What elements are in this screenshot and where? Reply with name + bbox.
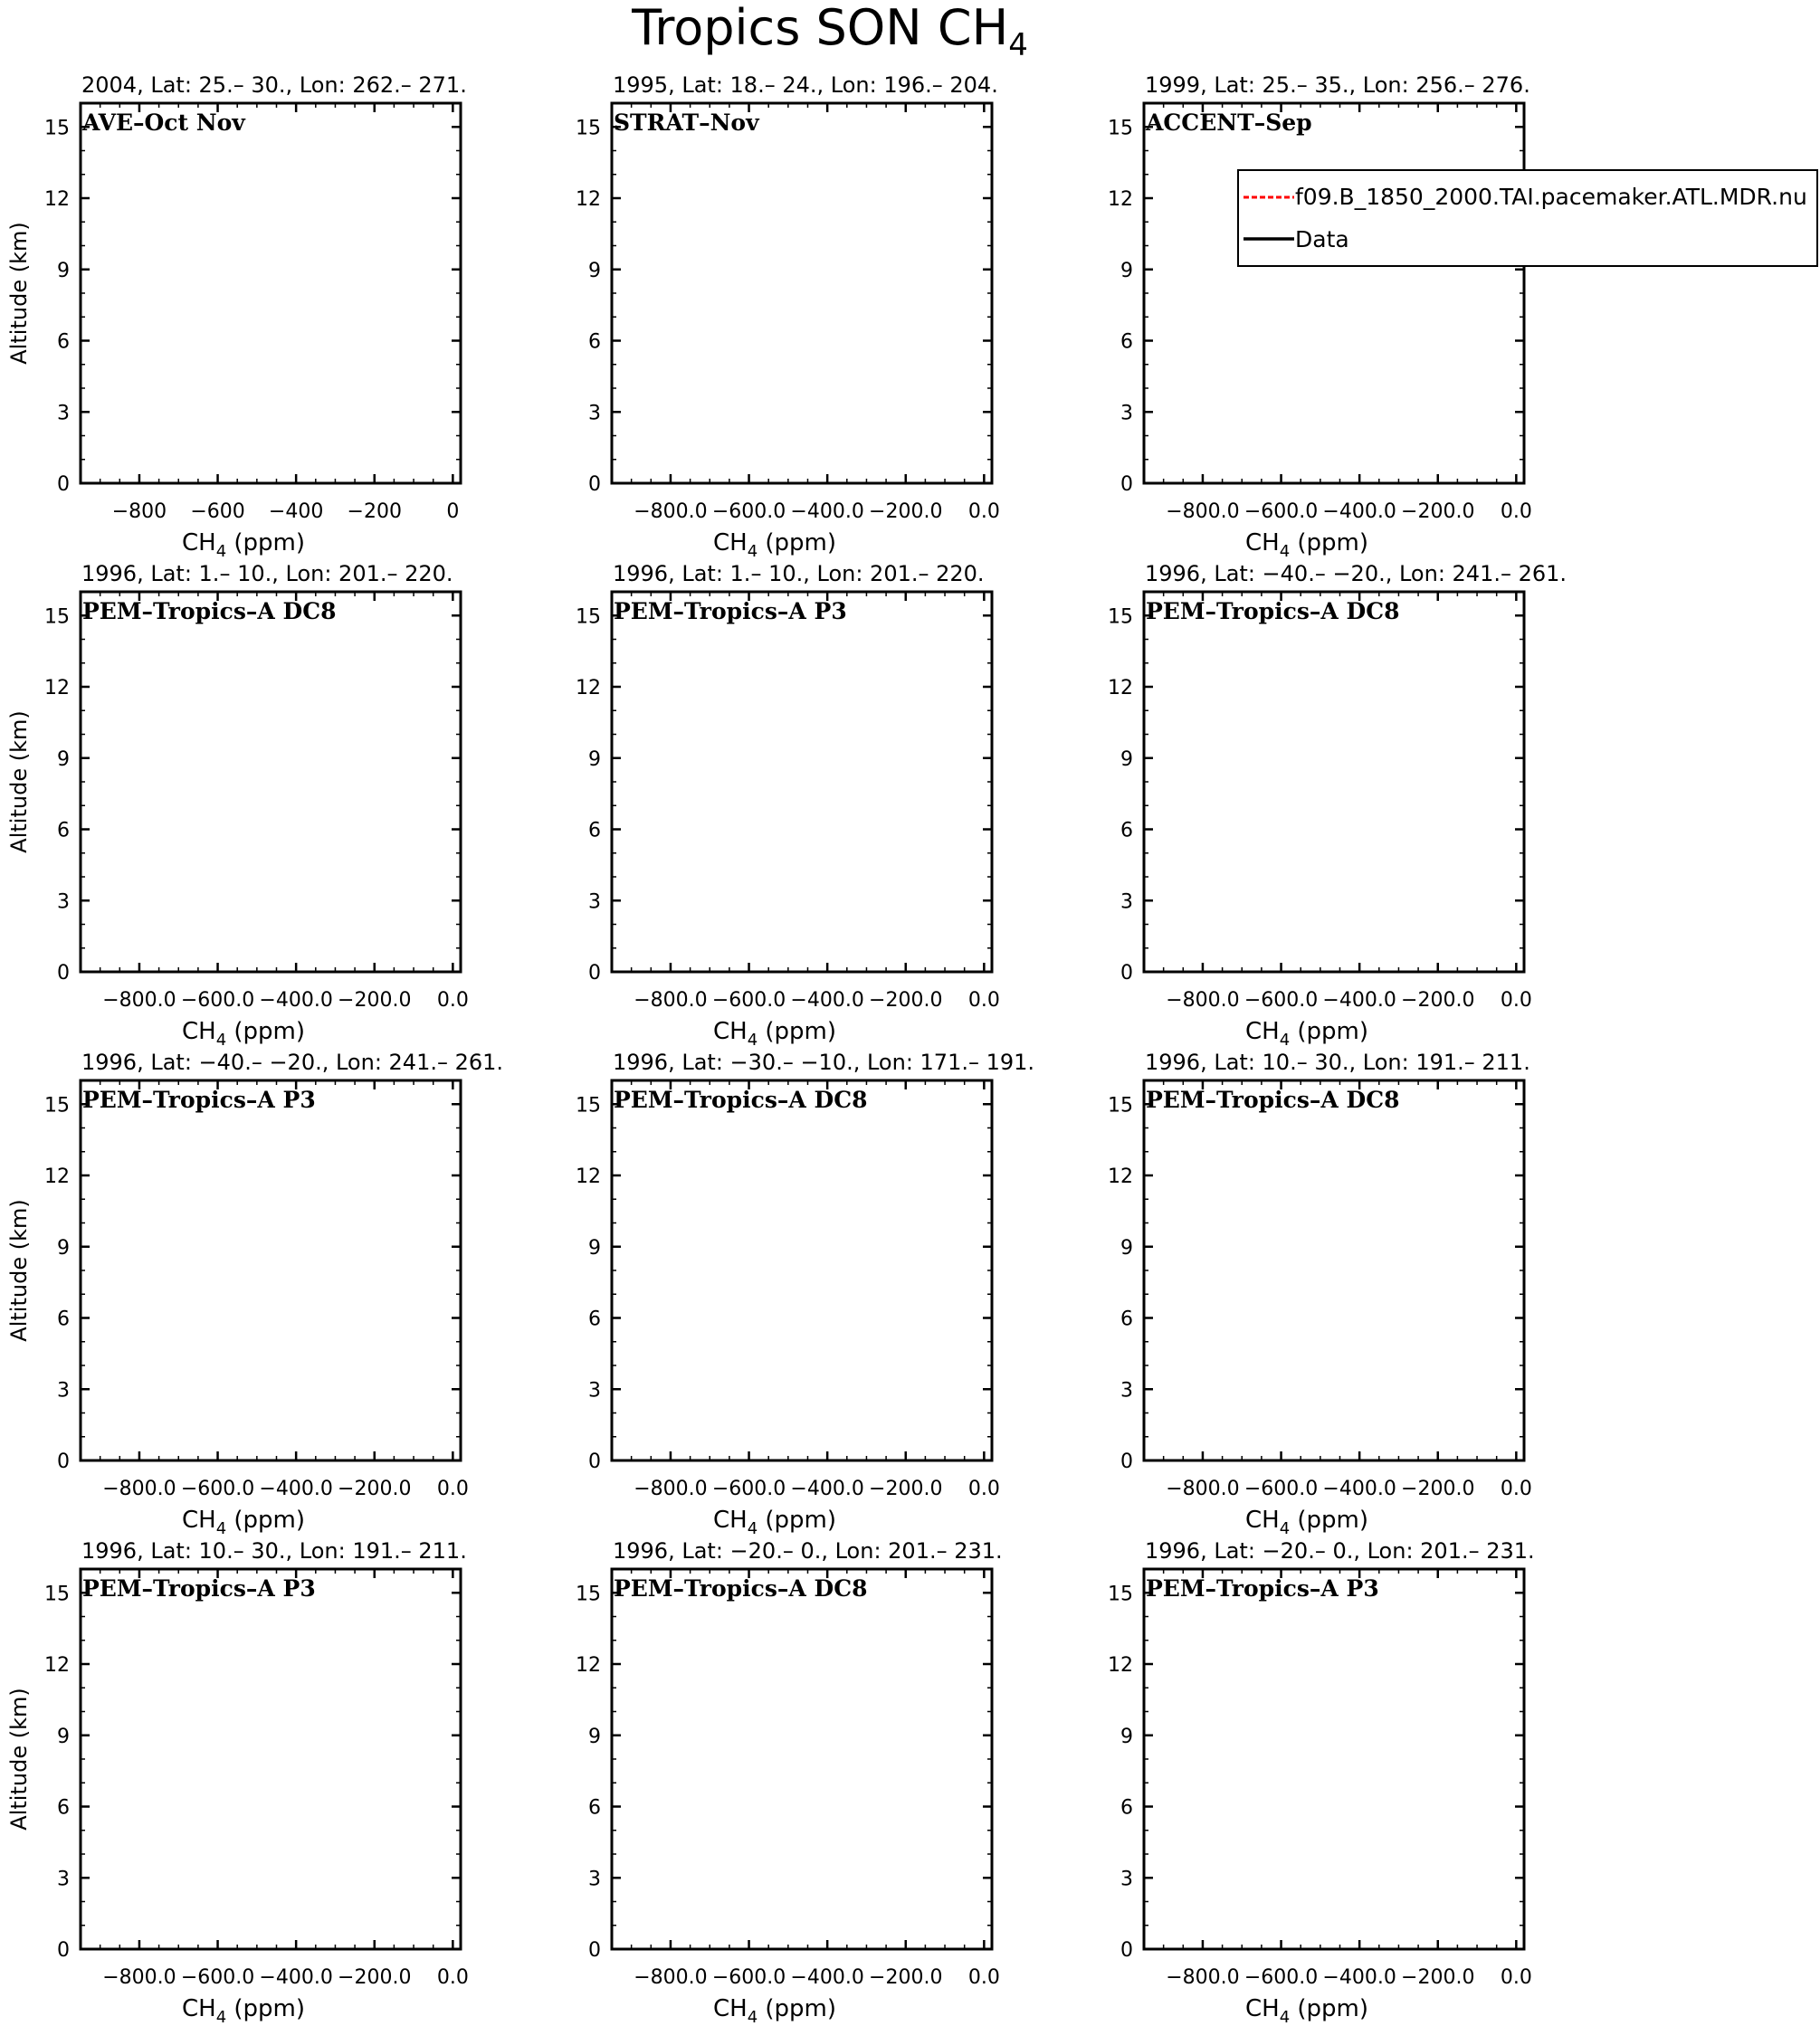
y-tick-label: 12	[576, 677, 601, 699]
panel-subtitle: 1996, Lat: 1.– 10., Lon: 201.– 220.	[613, 561, 985, 586]
y-tick-label: 15	[1108, 605, 1133, 629]
y-tick-label: 12	[576, 1165, 601, 1188]
panel-6	[1108, 561, 1567, 1050]
plot-frame	[81, 592, 461, 972]
x-tick-label: −600.0	[711, 1478, 786, 1500]
x-tick-label: −200.0	[338, 1966, 412, 1989]
legend-label-model: f09.B_1850_2000.TAI.pacemaker.ATL.MDR.nu	[1295, 184, 1807, 210]
campaign-label: PEM–Tropics–A P3	[614, 598, 847, 624]
x-tick-label: −800.0	[634, 500, 708, 523]
campaign-label: ACCENT–Sep	[1146, 109, 1312, 136]
campaign-label: PEM–Tropics–A DC8	[1146, 1087, 1400, 1113]
campaign-label: AVE–Oct Nov	[82, 109, 245, 136]
x-axis-label: $CH_4$ (ppm)	[712, 1995, 837, 2026]
y-tick-label: 6	[588, 330, 601, 354]
y-tick-label: 12	[44, 1165, 70, 1188]
y-tick-label: 15	[44, 117, 70, 140]
x-axis-label: $CH_4$ (ppm)	[181, 1018, 306, 1050]
y-tick-label: 6	[588, 1308, 601, 1331]
x-tick-label: 0.0	[1500, 500, 1532, 523]
panel-subtitle: 1996, Lat: −40.– −20., Lon: 241.– 261.	[81, 1050, 504, 1075]
x-tick-label: −400.0	[790, 1966, 864, 1989]
y-tick-label: 3	[588, 890, 601, 914]
campaign-label: PEM–Tropics–A P3	[82, 1575, 316, 1602]
y-tick-label: 12	[1108, 1165, 1133, 1188]
panel-5	[576, 561, 1000, 1050]
y-tick-label: 15	[576, 1094, 601, 1118]
plot-frame	[612, 592, 992, 972]
y-tick-label: 3	[588, 402, 601, 425]
figure-title-text: Tropics SON CH	[632, 0, 1009, 56]
y-tick-label: 3	[1120, 1379, 1133, 1403]
panel-subtitle: 1996, Lat: −30.– −10., Lon: 171.– 191.	[613, 1050, 1035, 1075]
legend	[1238, 170, 1817, 266]
x-tick-label: −600.0	[711, 1966, 786, 1989]
x-tick-label: −800.0	[102, 1966, 176, 1989]
y-tick-label: 0	[1120, 962, 1133, 984]
x-tick-label: 0.0	[1500, 989, 1532, 1012]
x-tick-label: −600.0	[1244, 500, 1319, 523]
x-tick-label: −800.0	[1166, 989, 1240, 1012]
y-tick-label: 15	[1108, 1583, 1133, 1606]
panel-subtitle: 1996, Lat: −20.– 0., Lon: 201.– 231.	[613, 1538, 1003, 1564]
panel-11	[576, 1538, 1003, 2026]
panel-4	[6, 561, 469, 1050]
x-tick-label: 0.0	[967, 500, 1000, 523]
x-tick-label: 0.0	[436, 1478, 469, 1500]
y-tick-label: 6	[57, 1796, 70, 1820]
y-tick-label: 6	[588, 819, 601, 842]
panel-subtitle: 1995, Lat: 18.– 24., Lon: 196.– 204.	[613, 72, 998, 98]
y-tick-label: 0	[588, 962, 601, 984]
x-tick-label: −600.0	[1244, 1478, 1319, 1500]
y-tick-label: 0	[1120, 1451, 1133, 1473]
x-tick-label: −200.0	[1401, 1478, 1475, 1500]
x-axis-label: $CH_4$ (ppm)	[712, 1018, 837, 1050]
y-tick-label: 3	[1120, 1868, 1133, 1891]
plot-frame	[1144, 592, 1524, 972]
x-tick-label: −400.0	[1322, 1478, 1396, 1500]
y-tick-label: 3	[57, 890, 70, 914]
x-tick-label: −600	[190, 500, 245, 523]
y-tick-label: 9	[1120, 1236, 1133, 1260]
campaign-label: PEM–Tropics–A DC8	[1146, 598, 1400, 624]
panel-subtitle: 1996, Lat: 10.– 30., Lon: 191.– 211.	[1145, 1050, 1530, 1075]
plot-frame	[1144, 103, 1524, 483]
y-tick-label: 3	[1120, 402, 1133, 425]
campaign-label: PEM–Tropics–A P3	[82, 1087, 316, 1113]
x-tick-label: −400.0	[1322, 989, 1396, 1012]
y-tick-label: 3	[588, 1868, 601, 1891]
x-tick-label: −200.0	[1401, 1966, 1475, 1989]
y-tick-label: 9	[57, 259, 70, 282]
x-tick-label: −800.0	[634, 989, 708, 1012]
campaign-label: STRAT–Nov	[614, 109, 759, 136]
y-tick-label: 9	[57, 1236, 70, 1260]
y-tick-label: 15	[1108, 117, 1133, 140]
x-tick-label: −400.0	[259, 1966, 333, 1989]
plot-frame	[1144, 1080, 1524, 1460]
y-tick-label: 3	[57, 402, 70, 425]
x-tick-label: 0.0	[967, 1478, 1000, 1500]
y-axis-label: Altitude (km)	[6, 1199, 32, 1342]
y-tick-label: 15	[44, 605, 70, 629]
x-tick-label: −200.0	[869, 500, 943, 523]
y-tick-label: 15	[576, 1583, 601, 1606]
panel-10	[6, 1538, 469, 2026]
x-tick-label: −400.0	[1322, 500, 1396, 523]
x-tick-label: −200.0	[1401, 500, 1475, 523]
y-tick-label: 0	[57, 1939, 70, 1962]
x-axis-label: $CH_4$ (ppm)	[1244, 1018, 1369, 1050]
y-tick-label: 12	[576, 1654, 601, 1677]
x-tick-label: −800	[111, 500, 167, 523]
panel-subtitle: 1996, Lat: −40.– −20., Lon: 241.– 261.	[1145, 561, 1567, 586]
campaign-label: PEM–Tropics–A DC8	[614, 1087, 868, 1113]
x-tick-label: 0	[446, 500, 460, 523]
plot-frame	[612, 1080, 992, 1460]
y-tick-label: 12	[576, 188, 601, 211]
panel-3	[1108, 72, 1532, 561]
y-tick-label: 0	[1120, 1939, 1133, 1962]
x-tick-label: −600.0	[711, 500, 786, 523]
x-tick-label: 0.0	[1500, 1966, 1532, 1989]
x-tick-label: −200.0	[869, 1966, 943, 1989]
y-tick-label: 6	[57, 330, 70, 354]
x-axis-label: $CH_4$ (ppm)	[1244, 1995, 1369, 2026]
x-tick-label: −600.0	[180, 989, 255, 1012]
y-tick-label: 0	[57, 962, 70, 984]
x-tick-label: −800.0	[634, 1478, 708, 1500]
y-tick-label: 3	[57, 1379, 70, 1403]
y-tick-label: 12	[44, 1654, 70, 1677]
y-tick-label: 9	[588, 259, 601, 282]
y-tick-label: 0	[1120, 473, 1133, 496]
legend-label-data: Data	[1295, 226, 1349, 252]
y-tick-label: 6	[1120, 1308, 1133, 1331]
x-tick-label: −200.0	[1401, 989, 1475, 1012]
panel-7	[6, 1050, 503, 1538]
panel-subtitle: 1999, Lat: 25.– 35., Lon: 256.– 276.	[1145, 72, 1530, 98]
panel-subtitle: 1996, Lat: −20.– 0., Lon: 201.– 231.	[1145, 1538, 1535, 1564]
y-tick-label: 3	[588, 1379, 601, 1403]
x-tick-label: −400.0	[259, 1478, 333, 1500]
panel-9	[1108, 1050, 1532, 1538]
x-axis-label: $CH_4$ (ppm)	[1244, 529, 1369, 561]
campaign-label: PEM–Tropics–A P3	[1146, 1575, 1379, 1602]
y-tick-label: 3	[57, 1868, 70, 1891]
plot-frame	[1144, 1569, 1524, 1949]
y-tick-label: 15	[576, 117, 601, 140]
x-axis-label: $CH_4$ (ppm)	[181, 1507, 306, 1538]
x-axis-label: $CH_4$ (ppm)	[712, 529, 837, 561]
y-tick-label: 9	[1120, 747, 1133, 771]
x-tick-label: −400.0	[790, 500, 864, 523]
panel-8	[576, 1050, 1034, 1538]
y-tick-label: 6	[57, 1308, 70, 1331]
x-tick-label: −600.0	[1244, 989, 1319, 1012]
x-tick-label: −800.0	[102, 1478, 176, 1500]
x-axis-label: $CH_4$ (ppm)	[712, 1507, 837, 1538]
panel-12	[1108, 1538, 1535, 2026]
y-axis-label: Altitude (km)	[6, 1688, 32, 1831]
x-tick-label: −800.0	[634, 1966, 708, 1989]
plot-frame	[81, 1569, 461, 1949]
x-tick-label: 0.0	[1500, 1478, 1532, 1500]
y-tick-label: 0	[57, 1451, 70, 1473]
x-tick-label: −200.0	[338, 989, 412, 1012]
plot-frame	[81, 1080, 461, 1460]
y-tick-label: 9	[588, 747, 601, 771]
x-axis-label: $CH_4$ (ppm)	[181, 1995, 306, 2026]
y-tick-label: 15	[1108, 1094, 1133, 1118]
x-tick-label: −200.0	[869, 1478, 943, 1500]
x-tick-label: −600.0	[180, 1966, 255, 1989]
y-axis-label: Altitude (km)	[6, 222, 32, 365]
x-tick-label: −200	[347, 500, 402, 523]
x-tick-label: −400.0	[1322, 1966, 1396, 1989]
x-tick-label: −600.0	[180, 1478, 255, 1500]
x-tick-label: −600.0	[1244, 1966, 1319, 1989]
y-tick-label: 12	[1108, 677, 1133, 699]
y-tick-label: 0	[588, 1939, 601, 1962]
x-tick-label: 0.0	[436, 1966, 469, 1989]
x-tick-label: −200.0	[869, 989, 943, 1012]
panel-subtitle: 1996, Lat: 10.– 30., Lon: 191.– 211.	[81, 1538, 467, 1564]
y-tick-label: 9	[57, 1725, 70, 1748]
y-tick-label: 12	[44, 188, 70, 211]
x-tick-label: 0.0	[967, 989, 1000, 1012]
panel-2	[576, 72, 1000, 561]
y-tick-label: 12	[1108, 188, 1133, 211]
panel-1	[6, 72, 467, 561]
y-tick-label: 9	[1120, 259, 1133, 282]
y-tick-label: 0	[588, 473, 601, 496]
y-tick-label: 15	[576, 605, 601, 629]
x-axis-label: $CH_4$ (ppm)	[181, 529, 306, 561]
y-tick-label: 15	[44, 1583, 70, 1606]
y-tick-label: 12	[44, 677, 70, 699]
x-tick-label: −800.0	[1166, 1478, 1240, 1500]
panel-subtitle: 1996, Lat: 1.– 10., Lon: 201.– 220.	[81, 561, 453, 586]
x-tick-label: −200.0	[338, 1478, 412, 1500]
y-tick-label: 0	[588, 1451, 601, 1473]
x-tick-label: −800.0	[102, 989, 176, 1012]
y-tick-label: 15	[44, 1094, 70, 1118]
figure-title-subscript: 4	[1008, 26, 1028, 63]
x-tick-label: 0.0	[436, 989, 469, 1012]
y-axis-label: Altitude (km)	[6, 710, 32, 853]
y-tick-label: 0	[57, 473, 70, 496]
x-tick-label: −400.0	[790, 1478, 864, 1500]
y-tick-label: 9	[588, 1725, 601, 1748]
campaign-label: PEM–Tropics–A DC8	[82, 598, 337, 624]
x-tick-label: −800.0	[1166, 500, 1240, 523]
y-tick-label: 9	[57, 747, 70, 771]
campaign-label: PEM–Tropics–A DC8	[614, 1575, 868, 1602]
x-tick-label: −600.0	[711, 989, 786, 1012]
x-axis-label: $CH_4$ (ppm)	[1244, 1507, 1369, 1538]
x-tick-label: −400.0	[790, 989, 864, 1012]
x-tick-label: −400.0	[259, 989, 333, 1012]
x-tick-label: −400	[268, 500, 324, 523]
y-tick-label: 6	[1120, 330, 1133, 354]
y-tick-label: 9	[588, 1236, 601, 1260]
y-tick-label: 6	[57, 819, 70, 842]
plot-frame	[81, 103, 461, 483]
y-tick-label: 3	[1120, 890, 1133, 914]
y-tick-label: 6	[1120, 819, 1133, 842]
x-tick-label: 0.0	[967, 1966, 1000, 1989]
plot-frame	[612, 1569, 992, 1949]
y-tick-label: 6	[588, 1796, 601, 1820]
y-tick-label: 6	[1120, 1796, 1133, 1820]
y-tick-label: 9	[1120, 1725, 1133, 1748]
x-tick-label: −800.0	[1166, 1966, 1240, 1989]
y-tick-label: 12	[1108, 1654, 1133, 1677]
plot-frame	[612, 103, 992, 483]
panel-subtitle: 2004, Lat: 25.– 30., Lon: 262.– 271.	[81, 72, 467, 98]
